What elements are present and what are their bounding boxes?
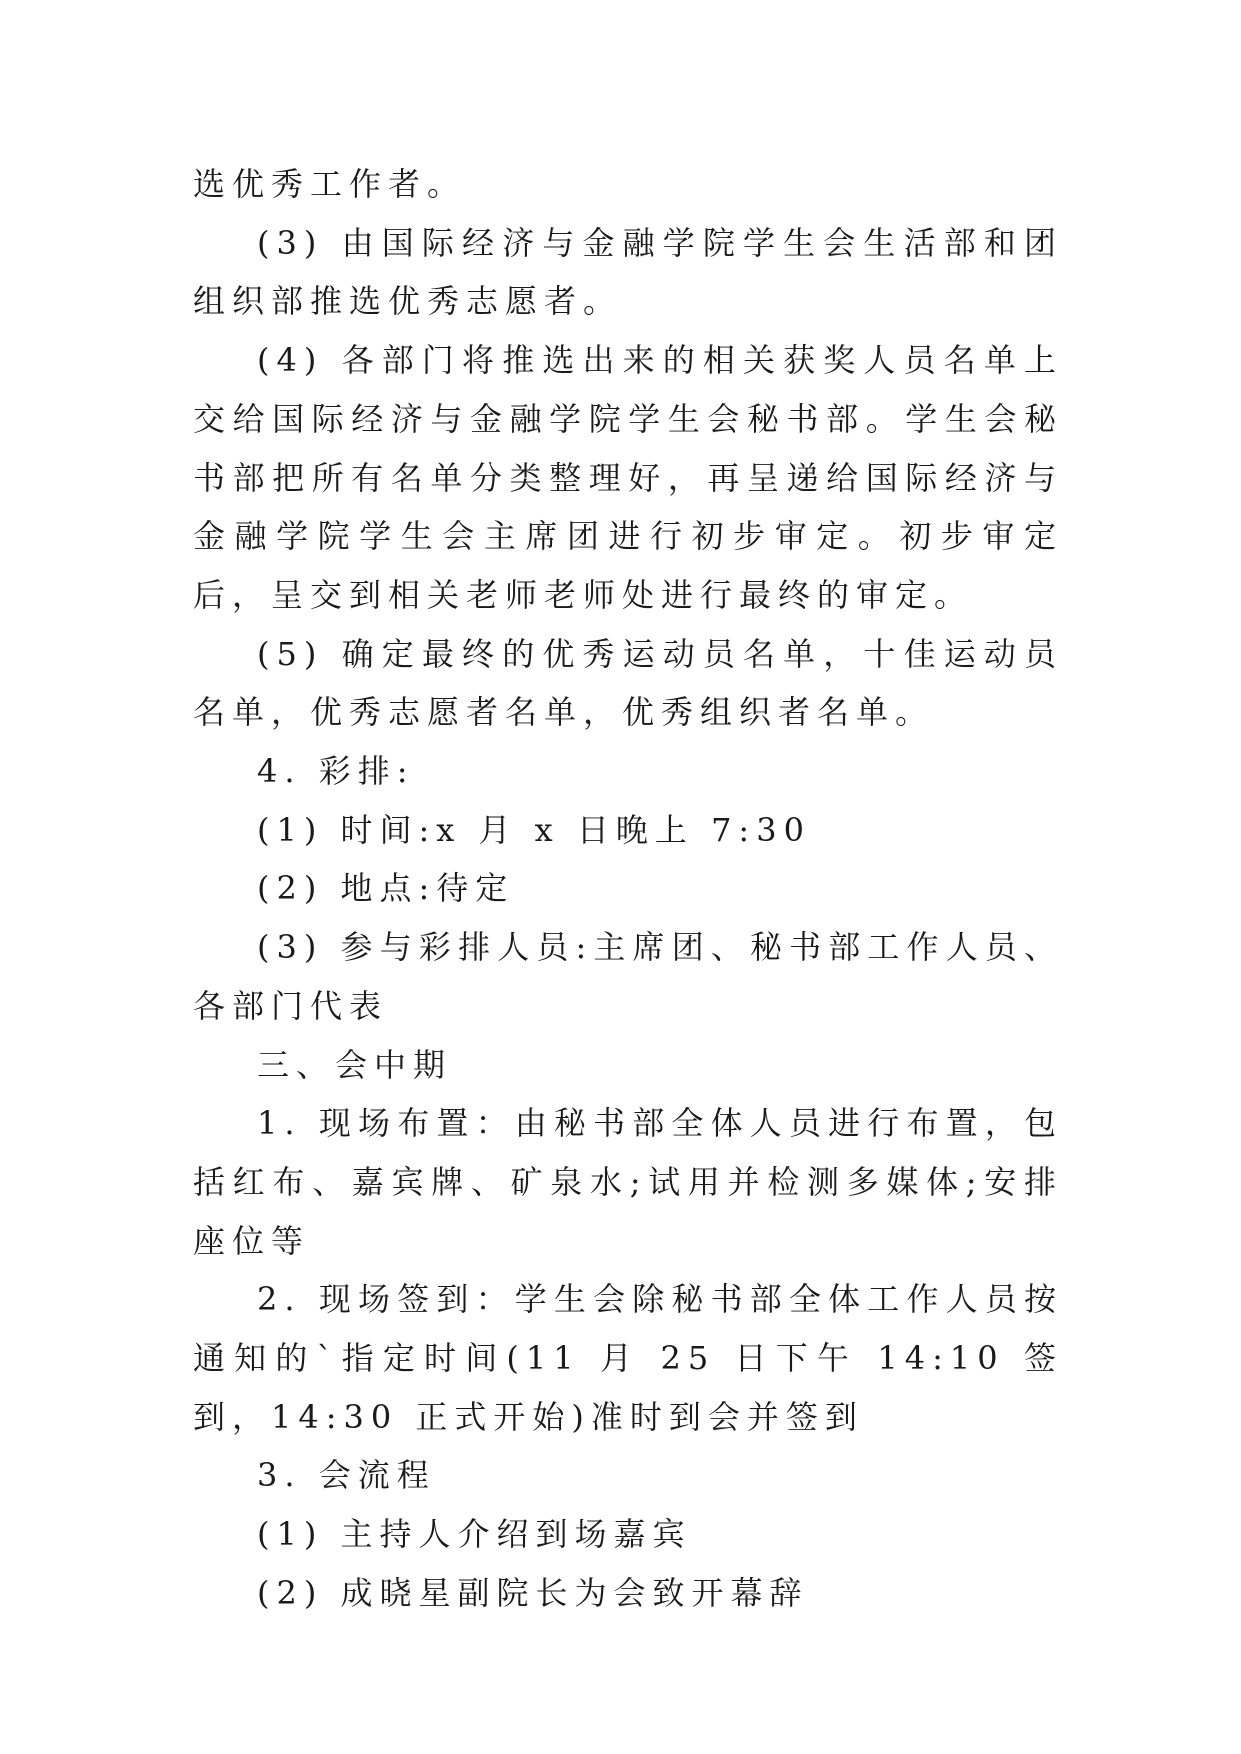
paragraph-flow-item-2: (2) 成晓星副院长为会致开幕辞 bbox=[257, 1573, 809, 1612]
paragraph-venue-setup: 1. 现场布置：由秘书部全体人员进行布置，包括红布、嘉宾牌、矿泉水;试用并检测多媒体;安排座位等 bbox=[193, 1104, 1063, 1260]
section-heading-rehearsal: 4. 彩排: bbox=[257, 752, 415, 791]
paragraph-flow-item-1: (1) 主持人介绍到场嘉宾 bbox=[257, 1515, 692, 1554]
section-heading-meeting-flow: 3. 会流程 bbox=[257, 1456, 436, 1495]
paragraph-item-5-final-list: (5) 确定最终的优秀运动员名单，十佳运动员名单，优秀志愿者名单，优秀组织者名单。 bbox=[193, 634, 1063, 732]
paragraph-sign-in: 2. 现场签到：学生会除秘书部全体工作人员按通知的`指定时间(11 月 25 日下午 14:10 签到，14:30 正式开始)准时到会并签到 bbox=[193, 1280, 1063, 1436]
paragraph-rehearsal-location: (2) 地点:待定 bbox=[257, 869, 515, 908]
paragraph-item-3-volunteers: (3) 由国际经济与金融学院学生会生活部和团组织部推选优秀志愿者。 bbox=[193, 223, 1063, 321]
document-body bbox=[193, 155, 1063, 1623]
section-heading-mid-meeting: 三、会中期 bbox=[257, 1045, 453, 1084]
paragraph-rehearsal-time: (1) 时间:x 月 x 日晚上 7:30 bbox=[257, 810, 811, 849]
paragraph-rehearsal-participants: (3) 参与彩排人员:主席团、秘书部工作人员、各部门代表 bbox=[193, 928, 1063, 1025]
paragraph-continuation: 选优秀工作者。 bbox=[193, 165, 467, 203]
paragraph-item-4-submission: (4) 各部门将推选出来的相关获奖人员名单上交给国际经济与金融学院学生会秘书部。学生会秘书部把所有名单分类整理好，再呈递给国际经济与金融学院学生会主席团进行初步审定。初步审定后，呈交到相关老师老师处进行最终的审定。 bbox=[193, 341, 1063, 614]
